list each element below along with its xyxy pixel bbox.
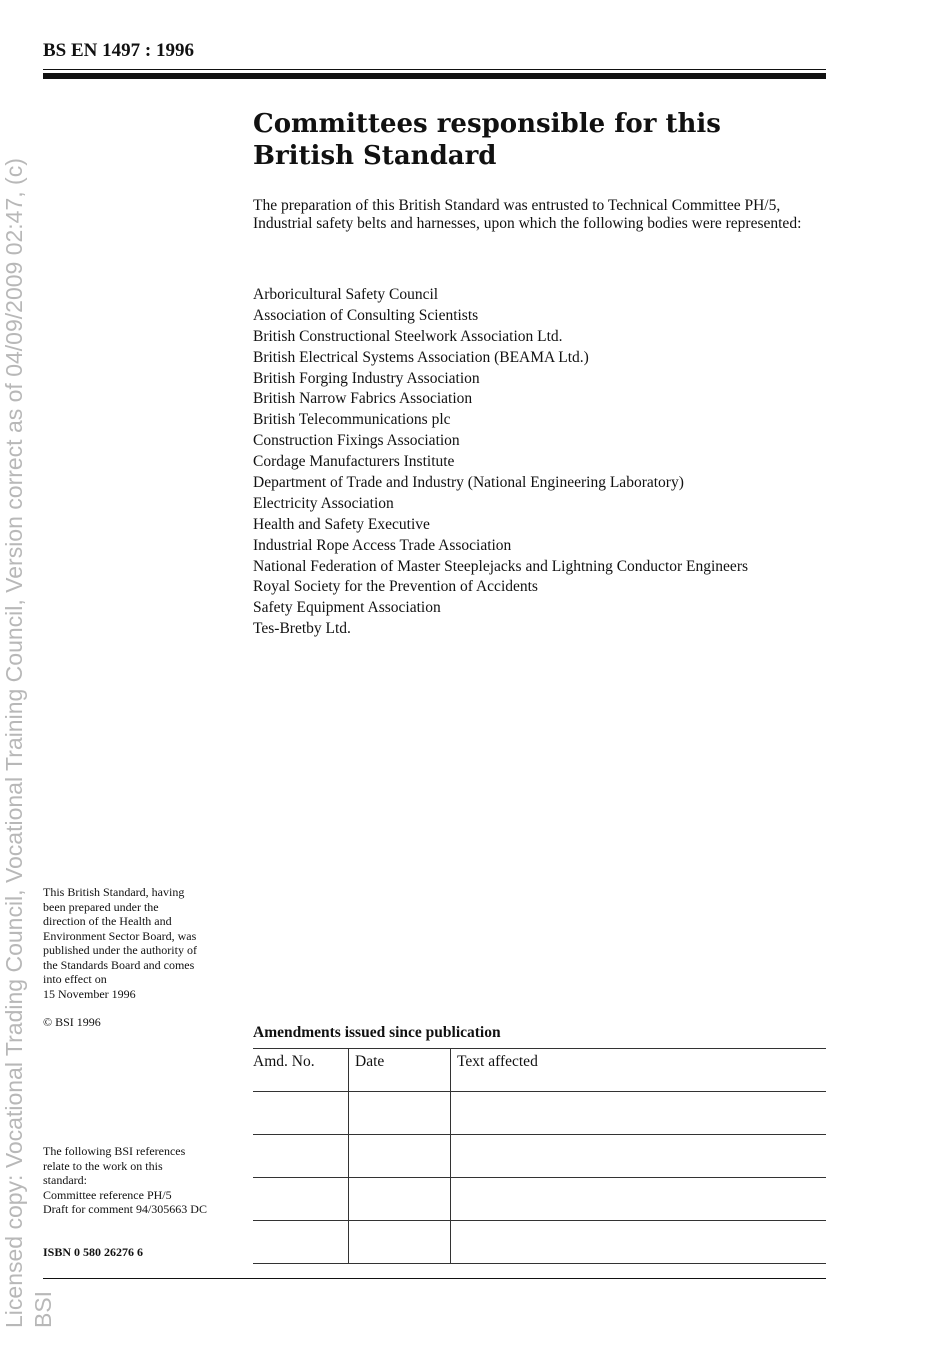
table-cell [349, 1221, 451, 1264]
table-cell [451, 1178, 827, 1221]
table-cell [253, 1135, 349, 1178]
column-header-date: Date [349, 1049, 451, 1092]
license-watermark [0, 3, 60, 1328]
column-header-amd-no: Amd. No. [253, 1049, 349, 1092]
table-cell [349, 1178, 451, 1221]
intro-paragraph: The preparation of this British Standard was entrusted to Technical Committee PH/5, Industrial safety belts and harnesses, upon which the following bodies were represented: [253, 197, 802, 232]
copyright-notice: © BSI 1996 [43, 1015, 101, 1029]
table-header-row [253, 1049, 826, 1092]
watermark-line-1: Licensed copy: Vocational Trading Council, Vocational Training Council, Version correct as of 04/09/2009 02:47, (c) [1, 158, 27, 1328]
header-rule-thin [43, 69, 826, 70]
references-line: standard: [43, 1173, 87, 1187]
table-row [253, 1221, 826, 1264]
references-line: relate to the work on this [43, 1158, 163, 1173]
list-item: Cordage Manufacturers Institute [253, 453, 455, 471]
table-row [253, 1092, 826, 1135]
table-cell [253, 1221, 349, 1264]
table-cell [451, 1092, 827, 1135]
list-item: National Federation of Master Steeplejacks and Lightning Conductor Engineers [253, 557, 749, 575]
list-item: Industrial Rope Access Trade Association [253, 536, 512, 554]
publication-note-line: Environment Sector Board, was [43, 928, 197, 943]
references-line: Draft for comment 94/305663 DC [43, 1202, 207, 1216]
watermark-line-2: BSI [30, 1290, 56, 1328]
publication-note-line: been prepared under the [43, 899, 159, 914]
table-cell [349, 1092, 451, 1135]
publication-note-line: the Standards Board and comes [43, 957, 195, 972]
list-item: Department of Trade and Industry (National Engineering Laboratory) [253, 474, 684, 492]
table-row [253, 1135, 826, 1178]
table-cell [253, 1092, 349, 1135]
list-item: Safety Equipment Association [253, 599, 441, 617]
publication-note-line: published under the authority of [43, 943, 197, 957]
list-item: British Forging Industry Association [253, 369, 480, 387]
list-item: Tes-Bretby Ltd. [253, 620, 351, 638]
list-item: Association of Consulting Scientists [253, 306, 479, 324]
document-number: BS EN 1497 : 1996 [43, 40, 194, 61]
list-item: Arboricultural Safety Council [253, 286, 439, 303]
publication-note [43, 885, 197, 1001]
table-cell [349, 1135, 451, 1178]
amendments-title: Amendments issued since publication [253, 1024, 501, 1041]
list-item: Health and Safety Executive [253, 515, 430, 533]
list-item: Construction Fixings Association [253, 432, 460, 450]
page-title-line-1: Committees responsible for this [253, 109, 721, 139]
table-cell [451, 1221, 827, 1264]
references-line: Committee reference PH/5 [43, 1187, 172, 1202]
publication-note-line: 15 November 1996 [43, 986, 136, 1001]
page-title [253, 108, 721, 172]
list-item: Royal Society for the Prevention of Accidents [253, 578, 538, 596]
table-cell [253, 1178, 349, 1221]
table-cell [451, 1135, 827, 1178]
publication-note-line: into effect on [43, 972, 107, 986]
publication-note-line: direction of the Health and [43, 914, 172, 928]
column-header-text-affected: Text affected [451, 1049, 827, 1092]
bsi-references [43, 1144, 207, 1217]
publication-note-line: This British Standard, having [43, 885, 185, 899]
list-item: British Narrow Fabrics Association [253, 390, 473, 408]
committee-bodies-list [253, 285, 748, 640]
references-line: The following BSI references [43, 1144, 186, 1158]
list-item: British Constructional Steelwork Association Ltd. [253, 327, 563, 345]
list-item: Electricity Association [253, 494, 394, 512]
table-row [253, 1178, 826, 1221]
footer-rule [43, 1278, 826, 1279]
page-title-line-2: British Standard [253, 141, 497, 171]
amendments-table [253, 1048, 826, 1264]
header-rule-thick [43, 73, 826, 79]
list-item: British Telecommunications plc [253, 411, 451, 429]
list-item: British Electrical Systems Association (BEAMA Ltd.) [253, 348, 589, 366]
isbn-number: ISBN 0 580 26276 6 [43, 1245, 144, 1259]
